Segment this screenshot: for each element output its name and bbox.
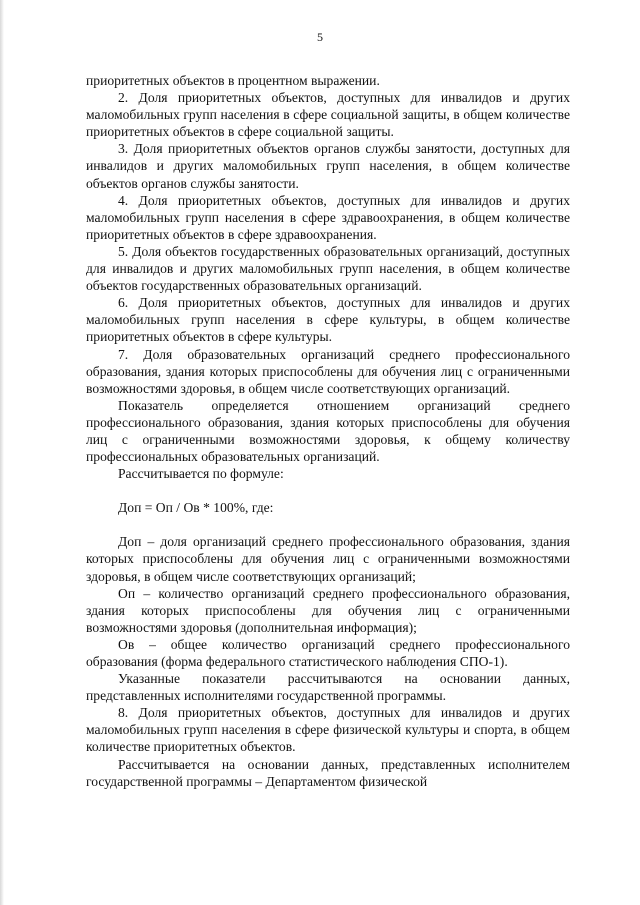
paragraph-continuation: приоритетных объектов в процентном выражении. bbox=[86, 73, 380, 88]
indicator-4-paragraph: 4. Доля приоритетных объектов, доступных для инвалидов и других маломобильных групп населения в сфере здравоохранения, в общем количестве приоритетных объектов в сфере здравоохранения. bbox=[86, 192, 570, 242]
scan-edge-shadow bbox=[0, 0, 4, 905]
formula-op-definition: Оп – количество организаций среднего профессионального образования, здания которых приспособлены для обучения лиц с ограниченными возможностями здоровья (дополнительная информация); bbox=[86, 585, 570, 635]
indicator-2-paragraph: 2. Доля приоритетных объектов, доступных для инвалидов и других маломобильных групп населения в сфере социальной защиты, в общем количестве приоритетных объектов в сфере социальной защиты. bbox=[86, 90, 570, 140]
indicator-3-paragraph: 3. Доля приоритетных объектов органов службы занятости, доступных для инвалидов и других маломобильных групп населения, в общем количестве объектов органов службы занятости. bbox=[86, 141, 570, 191]
indicator-7-paragraph: 7. Доля образовательных организаций среднего профессионального образования, здания которых приспособлены для обучения лиц с ограниченными возможностями здоровья, в общем числе соответствующих организаций. bbox=[86, 346, 570, 396]
indicator-6-paragraph: 6. Доля приоритетных объектов, доступных для инвалидов и других маломобильных групп населения в сфере культуры, в общем количестве приоритетных объектов в сфере культуры. bbox=[86, 295, 570, 345]
indicator-5-paragraph: 5. Доля объектов государственных образовательных организаций, доступных для инвалидов и других маломобильных групп населения, в общем количестве объектов государственных образовательных организаций. bbox=[86, 243, 570, 294]
formula-ov-definition: Ов – общее количество организаций среднего профессионального образования (форма федерального статистического наблюдения СПО-1). bbox=[86, 636, 570, 669]
indicator-definition-paragraph: Показатель определяется отношением организаций среднего профессионального образования, здания которых приспособлены для обучения лиц с ограниченными возможностями здоровья, к общему количеству профессиональных образовательных организаций. bbox=[86, 397, 570, 465]
formula: Доп = Оп / Ов * 100%, где: bbox=[118, 500, 274, 516]
formula-intro-paragraph: Рассчитывается по формуле: bbox=[118, 466, 284, 482]
data-source-paragraph: Указанные показатели рассчитываются на основании данных, представленных исполнителями государственной программы. bbox=[86, 671, 570, 704]
indicator-8-paragraph: 8. Доля приоритетных объектов, доступных для инвалидов и других маломобильных групп населения в сфере физической культуры и спорта, в общем количестве приоритетных объектов. bbox=[86, 705, 570, 755]
calculation-basis-paragraph: Рассчитывается на основании данных, представленных исполнителем государственной программы – Департаментом физической bbox=[86, 756, 570, 789]
page-number: 5 bbox=[317, 30, 323, 44]
document-body bbox=[86, 72, 570, 790]
formula-dop-definition: Доп – доля организаций среднего профессионального образования, здания которых приспособлены для обучения лиц с ограниченными возможностями здоровья, в общем числе соответствующих организаций; bbox=[86, 534, 570, 584]
